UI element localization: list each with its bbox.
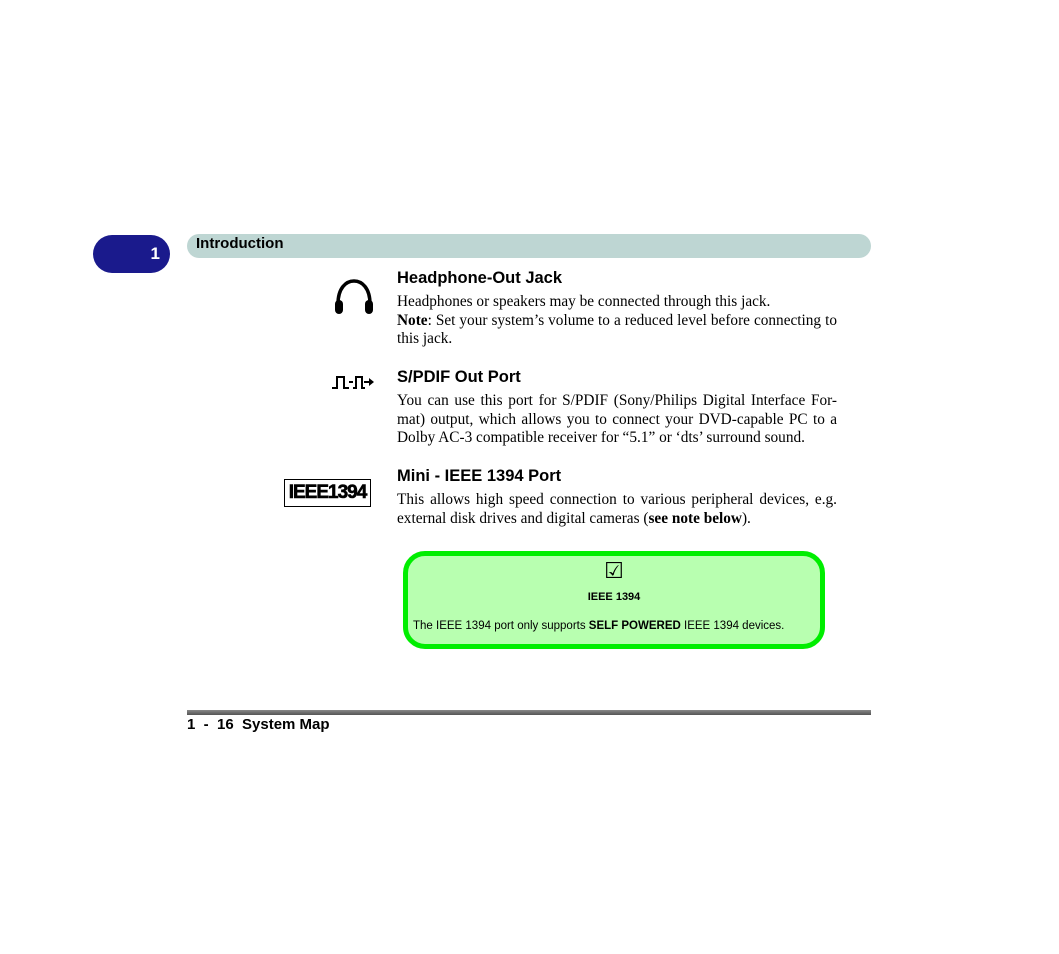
footer-rule (187, 710, 871, 715)
note-body-end: IEEE 1394 devices. (680, 620, 785, 632)
ieee-body-end: ). (741, 509, 751, 527)
note-body-start: The IEEE 1394 port only supports (413, 620, 589, 632)
headphone-note (397, 312, 837, 349)
section-body-ieee (397, 491, 837, 528)
note-body (413, 620, 815, 632)
page-footer: 1 - 16 System Map (187, 716, 330, 733)
headphone-line: Headphones or speakers may be connected through this jack. (397, 293, 771, 310)
chapter-tab (93, 235, 170, 273)
header-bar (187, 234, 871, 258)
note-title: IEEE 1394 (587, 591, 641, 603)
note-box (403, 551, 825, 649)
ieee-body-start: This allows high speed connection to various peripheral devices, e.g. external disk drives and digital cameras ( (397, 491, 837, 527)
headphones-icon (332, 278, 376, 316)
page-title: Introduction (196, 235, 284, 252)
note-body-bold: SELF POWERED (588, 620, 681, 632)
spdif-icon (331, 373, 375, 391)
ieee1394-logo-icon (284, 479, 371, 507)
section-heading-spdif: S/PDIF Out Port (397, 368, 521, 386)
note-label: Note (397, 311, 428, 329)
section-heading-headphone: Headphone-Out Jack (397, 269, 563, 287)
section-body-spdif: You can use this port for S/PDIF (Sony/Philips Digital Interface For-mat) output, which allows you to connect your DVD-capable PC to a Dolby AC-3 compatible receiver for “5.1” or ‘dts’ surround sound. (397, 392, 837, 446)
ieee1394-logo-text: IEEE1394 (288, 482, 367, 503)
section-body-headphone (397, 293, 837, 349)
note-text: : Set your system’s volume to a reduced level before connecting to this jack. (397, 311, 837, 347)
section-heading-ieee: Mini - IEEE 1394 Port (397, 467, 562, 485)
ieee-body-bold: see note below (648, 509, 742, 527)
chapter-number: 1 (150, 244, 160, 263)
checkbox-icon: ☑ (604, 559, 624, 584)
